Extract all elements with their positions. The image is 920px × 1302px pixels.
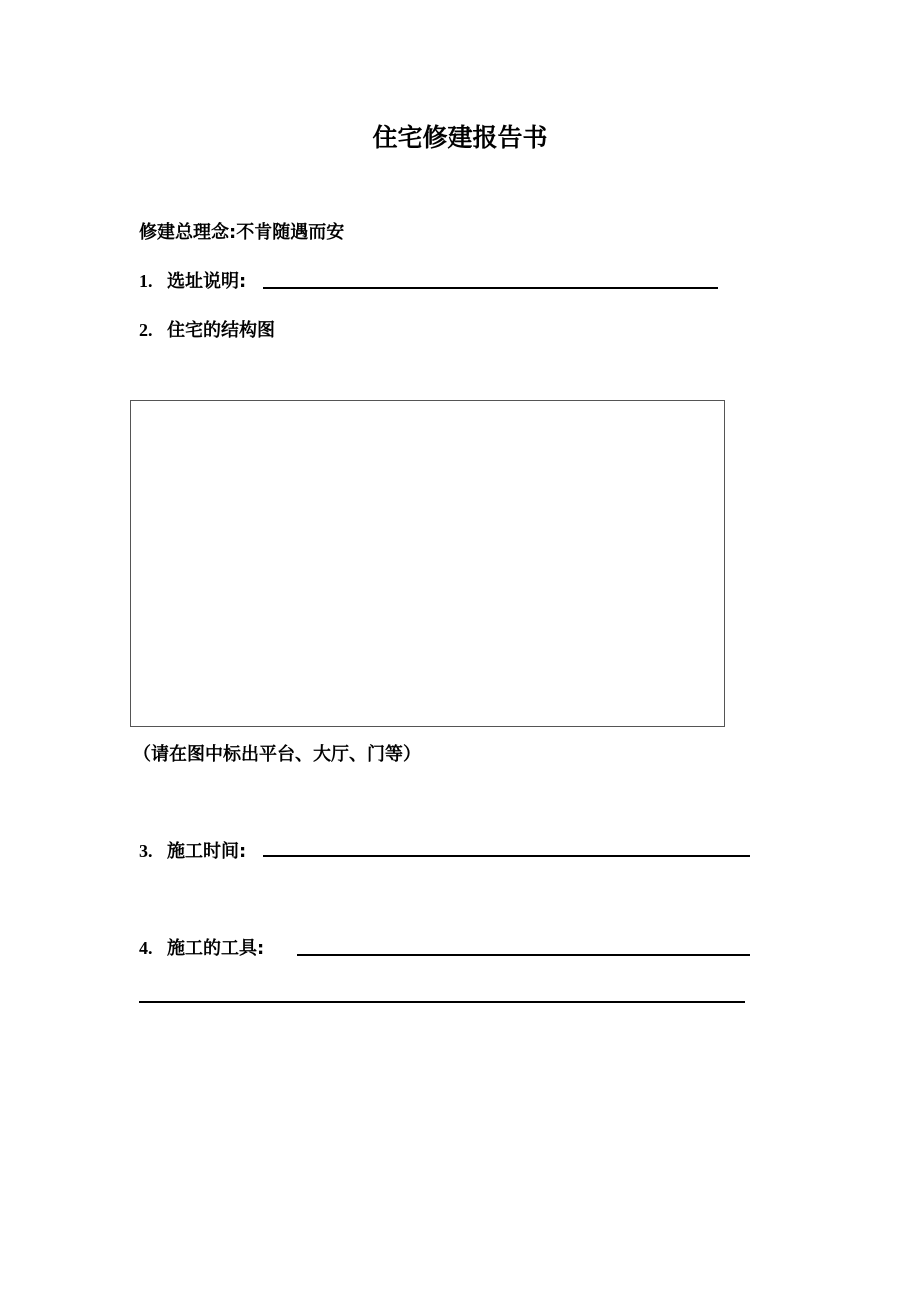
- item-label: 选址说明:: [167, 271, 247, 292]
- item-construction-tools: [139, 934, 264, 960]
- document-title: 住宅修建报告书: [372, 123, 548, 152]
- diagram-drawing-area[interactable]: [130, 400, 725, 727]
- item-label: 住宅的结构图: [167, 320, 275, 341]
- philosophy-line: 修建总理念:不肯随遇而安: [139, 222, 345, 243]
- diagram-note: （请在图中标出平台、大厅、门等）: [133, 744, 421, 765]
- construction-tools-answer-line-2[interactable]: [139, 1001, 745, 1003]
- construction-time-answer-line[interactable]: [263, 855, 750, 857]
- construction-tools-answer-line[interactable]: [297, 954, 750, 956]
- item-number: 3.: [139, 841, 153, 861]
- site-selection-answer-line[interactable]: [263, 287, 718, 289]
- item-number: 1.: [139, 271, 153, 291]
- item-label: 施工时间:: [167, 841, 247, 862]
- item-label: 施工的工具:: [167, 938, 265, 959]
- item-number: 4.: [139, 938, 153, 958]
- item-number: 2.: [139, 320, 153, 340]
- item-construction-time: [139, 837, 246, 863]
- item-structure-diagram: [139, 316, 275, 342]
- item-site-selection: [139, 267, 246, 293]
